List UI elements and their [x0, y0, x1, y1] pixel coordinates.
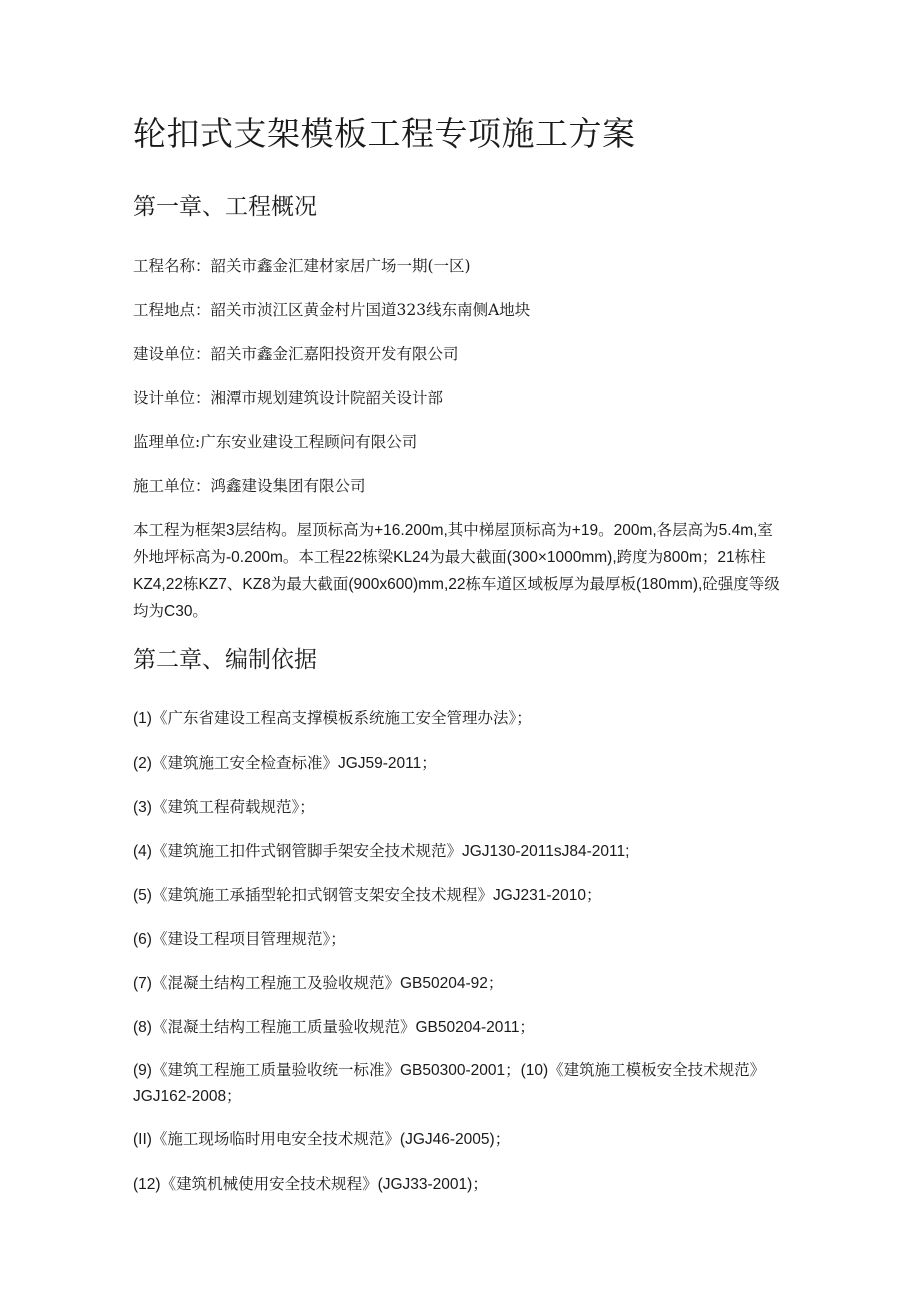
reference-item-2: (2)《建筑施工安全检查标准》JGJ59-2011；	[133, 755, 437, 772]
chapter-2-heading: 第二章、编制依据	[133, 647, 317, 673]
document-title: 轮扣式支架模板工程专项施工方案	[133, 114, 636, 153]
construction-unit-line: 施工单位：鸿鑫建设集团有限公司	[133, 477, 366, 495]
reference-item-5: (5)《建筑施工承插型轮扣式钢管支架安全技术规程》JGJ231-2010；	[133, 887, 602, 904]
reference-item-3: (3)《建筑工程荷载规范》；	[133, 799, 315, 816]
reference-item-8: (8)《混凝土结构工程施工质量验收规范》GB50204-2011；	[133, 1019, 535, 1036]
project-name-line: 工程名称：韶关市鑫金汇建材家居广场一期(一区)	[133, 257, 471, 275]
reference-item-7: (7)《混凝土结构工程施工及验收规范》GB50204-92；	[133, 975, 504, 992]
reference-item-4: (4)《建筑施工扣件式钢管脚手架安全技术规范》JGJ130-2011sJ84-2011;	[133, 843, 630, 860]
owner-unit-line: 建设单位：韶关市鑫金汇嘉阳投资开发有限公司	[133, 345, 459, 363]
supervision-unit-line: 监理单位:广东安业建设工程顾问有限公司	[133, 433, 418, 451]
reference-item-6: (6)《建设工程项目管理规范》；	[133, 931, 346, 948]
reference-item-11: (II)《施工现场临时用电安全技术规范》(JGJ46-2005)；	[133, 1131, 511, 1148]
reference-item-12: (12)《建筑机械使用安全技术规程》(JGJ33-2001)；	[133, 1176, 488, 1193]
reference-item-9-10: (9)《建筑工程施工质量验收统一标准》GB50300-2001；(10)《建筑施工模板安全技术规范》JGJ162-2008；	[133, 1062, 766, 1105]
project-overview-paragraph: 本工程为框架3层结构。屋顶标高为+16.200m,其中梯屋顶标高为+19。200m,各层高为5.4m,室外地坪标高为-0.200m。本工程22栋梁KL24为最大截面(300×1000mm),跨度为800m；21栋柱KZ4,22栋KZ7、KZ8为最大截面(900x600)mm,22栋车道区域板厚为最厚板(180mm),砼强度等级均为C30。	[133, 522, 780, 620]
reference-item-1: (1)《广东省建设工程高支撑模板系统施工安全管理办法》；	[133, 710, 532, 727]
chapter-1-heading: 第一章、工程概况	[133, 194, 317, 220]
project-location-line: 工程地点：韶关市浈江区黄金村片国道323线东南侧A地块	[133, 301, 531, 319]
design-unit-line: 设计单位：湘潭市规划建筑设计院韶关设计部	[133, 389, 444, 407]
